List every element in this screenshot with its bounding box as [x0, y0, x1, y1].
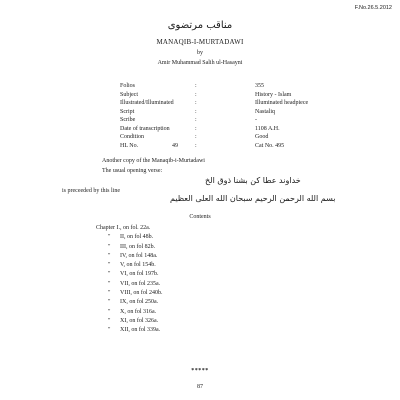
metadata-colon: :: [195, 142, 197, 149]
metadata-label: Script: [120, 108, 135, 115]
urdu-title: مناقب مرتضوی: [167, 20, 233, 31]
metadata-value: Nastaliq: [255, 108, 275, 115]
metadata-value: Illuminated headpiece: [255, 100, 309, 106]
chapter-entry: V, on fol 154b.: [120, 262, 156, 269]
metadata-colon: :: [195, 125, 197, 132]
chapter-entry: Chapter I., on fol. 22a.: [96, 225, 151, 231]
ditto-mark: ": [108, 243, 111, 250]
metadata-label: HL No.: [120, 142, 139, 149]
chapter-entry: VII, on fol 235a.: [120, 280, 161, 287]
chapter-entry: II, on fol 48b.: [120, 234, 154, 241]
metadata-label: Folios: [120, 83, 136, 89]
ditto-mark: ": [108, 271, 111, 278]
page-number: 87: [197, 384, 203, 390]
metadata-value: 355: [255, 83, 264, 89]
arabic-opening-verse: خداوند عطا کن بشنا ذوق الخ: [205, 176, 301, 185]
author-name: Amir Muhammad Salih ul-Hasayni: [157, 60, 243, 66]
ditto-mark: ": [108, 234, 111, 241]
chapter-entry: X, on fol 316a.: [120, 308, 157, 315]
ditto-mark: ": [108, 252, 111, 259]
chapter-entry: XII, on fol 339a.: [120, 327, 161, 334]
file-reference: F.No.26.5.2012: [354, 5, 392, 11]
by-line: by: [197, 50, 203, 56]
description-line-3: is preceeded by this line: [62, 188, 120, 194]
description-line-1: Another copy of the Manaqib-i-Murtadawi: [102, 158, 205, 164]
metadata-colon: :: [195, 91, 197, 98]
metadata-label: Condition: [120, 134, 145, 140]
metadata-label: Date of transcription: [120, 125, 170, 132]
ditto-mark: ": [108, 317, 111, 324]
ditto-mark: ": [108, 299, 111, 306]
end-marker: *****: [191, 368, 209, 374]
chapter-entry: IV, on fol 148a.: [120, 252, 158, 259]
document-title: MANAQIB-I-MURTADAWI: [156, 38, 244, 46]
ditto-mark: ": [108, 327, 111, 334]
metadata-colon: :: [195, 100, 197, 106]
metadata-value: 1108 A.H.: [255, 125, 280, 132]
metadata-colon: :: [195, 134, 197, 140]
arabic-preceding-line: بسم الله الرحمن الرحیم سبحان الله العلی العظیم: [170, 194, 336, 203]
metadata-number: 49: [172, 142, 178, 149]
metadata-colon: :: [195, 117, 197, 123]
ditto-mark: ": [108, 280, 111, 287]
metadata-colon: :: [195, 108, 197, 115]
ditto-mark: ": [108, 290, 111, 297]
metadata-label: Scribe: [120, 117, 136, 123]
ditto-mark: ": [108, 262, 111, 269]
chapter-entry: VI, on fol 197b.: [120, 271, 159, 278]
metadata-label: Subject: [120, 91, 138, 98]
contents-heading: Contents: [189, 214, 211, 220]
metadata-colon: :: [195, 83, 197, 89]
chapter-entry: III, on fol 82b.: [120, 243, 156, 250]
chapter-entry: XI, on fol 326a.: [120, 317, 159, 324]
metadata-value: Cat No. 495: [255, 142, 285, 149]
metadata-value: History - Islam: [255, 91, 292, 98]
chapter-entry: VIII, on fol 240b.: [120, 290, 163, 297]
metadata-value: Good: [255, 134, 269, 140]
description-line-2: The usual opening verse:: [102, 168, 163, 174]
metadata-value: -: [255, 117, 257, 123]
chapter-entry: IX, on fol 250a.: [120, 299, 159, 306]
metadata-label: Illustrated/Illuminated: [120, 100, 174, 106]
ditto-mark: ": [108, 308, 111, 315]
